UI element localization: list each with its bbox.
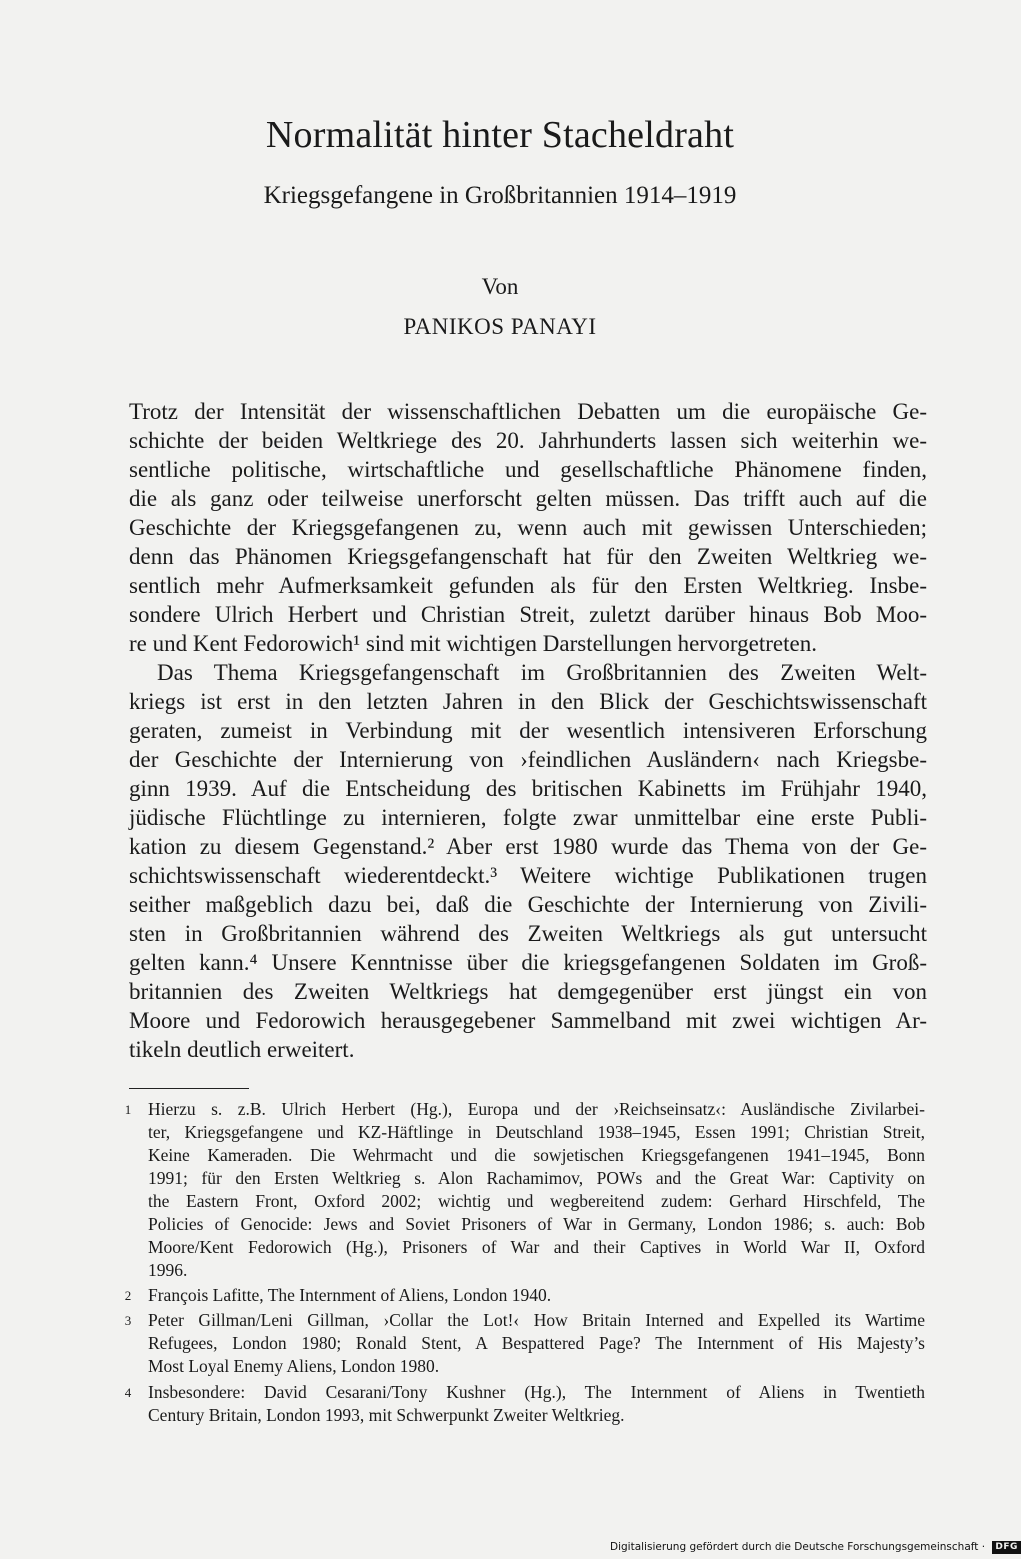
- footnote-line: 1991; für den Ersten Weltkrieg s. Alon Rachamimov, POWs and the Great War: Captivity on: [148, 1168, 925, 1188]
- footnote-line: François Lafitte, The Internment of Aliens, London 1940.: [148, 1285, 552, 1305]
- footnote-number: 3: [124, 1313, 132, 1328]
- body-line: sentliche politische, wirtschaftliche und gesellschaftliche Phänomene finden,: [129, 457, 927, 482]
- footnote-line: Insbesondere: David Cesarani/Tony Kushner (Hg.), The Internment of Aliens in Twentieth: [148, 1382, 925, 1402]
- footnote-line: Policies of Genocide: Jews and Soviet Prisoners of War in Germany, London 1986; s. auch: Bob: [148, 1214, 925, 1234]
- digitization-note: [610, 1538, 1021, 1556]
- footnote-line: the Eastern Front, Oxford 2002; wichtig und wegbereitend zudem: Gerhard Hirschfeld, The: [148, 1191, 925, 1211]
- body-line: sondere Ulrich Herbert und Christian Streit, zuletzt darüber hinaus Bob Moo-: [129, 602, 927, 627]
- footnote-line: Century Britain, London 1993, mit Schwerpunkt Zweiter Weltkrieg.: [148, 1405, 625, 1425]
- footnote-divider: [129, 1088, 249, 1089]
- body-line: kriegs ist erst in den letzten Jahren in den Blick der Geschichtswissenschaft: [129, 689, 927, 714]
- body-line: tikeln deutlich erweitert.: [129, 1037, 355, 1062]
- footnote-number: 2: [124, 1288, 132, 1303]
- footnote-line: Moore/Kent Fedorowich (Hg.), Prisoners of War and their Captives in World War II, Oxford: [148, 1237, 925, 1257]
- footnote-line: Refugees, London 1980; Ronald Stent, A Bespattered Page? The Internment of His Majesty’s: [148, 1333, 925, 1353]
- body-line: sentlich mehr Aufmerksamkeit gefunden als für den Ersten Weltkrieg. Insbe-: [129, 573, 927, 598]
- body-line: die als ganz oder teilweise unerforscht gelten müssen. Das trifft auch auf die: [129, 486, 927, 511]
- footnote-line: Hierzu s. z.B. Ulrich Herbert (Hg.), Europa und der ›Reichseinsatz‹: Ausländische Zivilarbei-: [148, 1099, 925, 1119]
- body-line: Moore und Fedorowich herausgegebener Sammelband mit zwei wichtigen Ar-: [129, 1008, 927, 1033]
- body-line: schichte der beiden Weltkriege des 20. Jahrhunderts lassen sich weiterhin we-: [129, 428, 927, 453]
- footnote-line: ter, Kriegsgefangene und KZ-Häftlinge in Deutschland 1938–1945, Essen 1991; Christian Streit,: [148, 1122, 925, 1142]
- footnote-line: Peter Gillman/Leni Gillman, ›Collar the Lot!‹ How Britain Interned and Expelled its Wartime: [148, 1310, 925, 1330]
- footnote-line: 1996.: [148, 1260, 188, 1280]
- body-line: schichtswissenschaft wiederentdeckt.³ Weitere wichtige Publikationen trugen: [129, 863, 927, 888]
- footnote-number: 1: [124, 1102, 132, 1117]
- body-line: denn das Phänomen Kriegsgefangenschaft hat für den Zweiten Weltkrieg we-: [129, 544, 927, 569]
- body-line: der Geschichte der Internierung von ›feindlichen Ausländern‹ nach Kriegsbe-: [129, 747, 927, 772]
- author-name: PANIKOS PANAYI: [403, 314, 597, 339]
- body-line: re und Kent Fedorowich¹ sind mit wichtigen Darstellungen hervorgetreten.: [129, 631, 817, 656]
- body-line: sten in Großbritannien während des Zweiten Weltkriegs als gut untersucht: [129, 921, 927, 946]
- body-line: ginn 1939. Auf die Entscheidung des britischen Kabinetts im Frühjahr 1940,: [129, 776, 927, 801]
- article-subtitle: Kriegsgefangene in Großbritannien 1914–1919: [263, 182, 737, 209]
- body-line: Geschichte der Kriegsgefangenen zu, wenn auch mit gewissen Unterschieden;: [129, 515, 927, 540]
- dfg-logo: DFG: [992, 1541, 1021, 1554]
- footnote-line: Most Loyal Enemy Aliens, London 1980.: [148, 1356, 440, 1376]
- body-line: Das Thema Kriegsgefangenschaft im Großbritannien des Zweiten Welt-: [157, 660, 927, 685]
- body-line: kation zu diesem Gegenstand.² Aber erst 1980 wurde das Thema von der Ge-: [129, 834, 927, 859]
- body-line: britannien des Zweiten Weltkriegs hat demgegenüber erst jüngst ein von: [129, 979, 927, 1004]
- digitization-text: Digitalisierung gefördert durch die Deutsche Forschungsgemeinschaft ·: [610, 1541, 986, 1553]
- article-title: Normalität hinter Stacheldraht: [265, 114, 735, 156]
- footnote-line: Keine Kameraden. Die Wehrmacht und die sowjetischen Kriegsgefangenen 1941–1945, Bonn: [148, 1145, 925, 1165]
- byline-von: Von: [481, 274, 519, 299]
- body-line: jüdische Flüchtlinge zu internieren, folgte zwar unmittelbar eine erste Publi-: [129, 805, 927, 830]
- footnote-number: 4: [124, 1385, 132, 1400]
- body-line: seither maßgeblich dazu bei, daß die Geschichte der Internierung von Zivili-: [129, 892, 927, 917]
- body-line: Trotz der Intensität der wissenschaftlichen Debatten um die europäische Ge-: [129, 399, 927, 424]
- body-line: gelten kann.⁴ Unsere Kenntnisse über die kriegsgefangenen Soldaten im Groß-: [129, 950, 927, 975]
- body-line: geraten, zumeist in Verbindung mit der wesentlich intensiveren Erforschung: [129, 718, 927, 743]
